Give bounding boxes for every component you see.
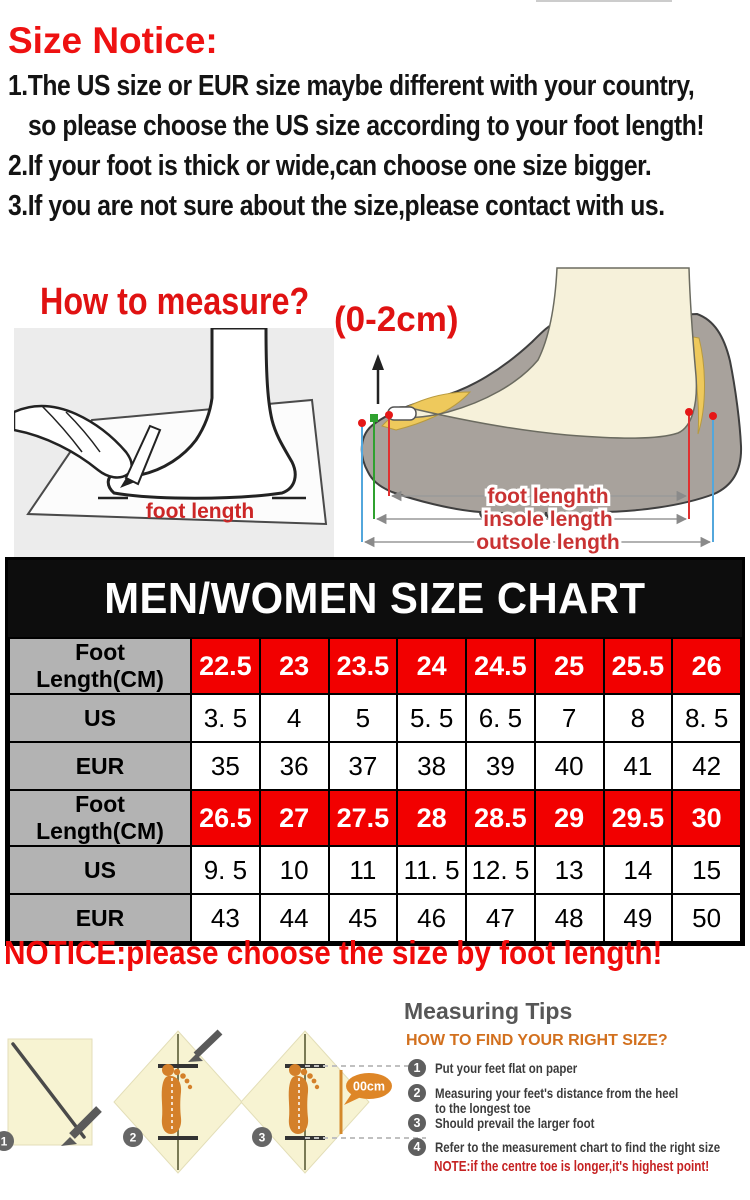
table-cell: 38 bbox=[397, 742, 466, 790]
table-row bbox=[9, 790, 741, 846]
table-cell: 24.5 bbox=[466, 638, 535, 694]
measuring-tips-subtitle: HOW TO FIND YOUR RIGHT SIZE? bbox=[406, 1032, 668, 1049]
foot-length-label: foot length bbox=[145, 500, 255, 523]
table-cell: 6. 5 bbox=[466, 694, 535, 742]
tips-note: NOTE:if the centre toe is longer,it's highest point! bbox=[434, 1158, 710, 1175]
row-header: Foot Length(CM) bbox=[9, 638, 191, 694]
size-notice-line-1: 1.The US size or EUR size maybe different with your country, bbox=[8, 70, 695, 102]
table-cell: 30 bbox=[672, 790, 741, 846]
table-cell: 14 bbox=[604, 846, 673, 894]
foot-tracing-illustration bbox=[14, 328, 334, 558]
table-cell: 27 bbox=[260, 790, 329, 846]
table-cell: 44 bbox=[260, 894, 329, 942]
pencil-icon bbox=[196, 1032, 220, 1055]
table-cell: 5. 5 bbox=[397, 694, 466, 742]
table-cell: 12. 5 bbox=[466, 846, 535, 894]
size-notice-line-4: 3.If you are not sure about the size,please contact with us. bbox=[8, 190, 665, 222]
row-header: EUR bbox=[9, 742, 191, 790]
paper-diagram-3 bbox=[241, 1031, 426, 1173]
table-cell: 13 bbox=[535, 846, 604, 894]
table-cell: 48 bbox=[535, 894, 604, 942]
table-cell: 26 bbox=[672, 638, 741, 694]
size-notice-text bbox=[8, 66, 750, 226]
measuring-diagrams bbox=[0, 1025, 430, 1195]
size-chart-title: MEN/WOMEN SIZE CHART bbox=[8, 560, 742, 637]
table-cell: 27.5 bbox=[329, 790, 398, 846]
step-number-badge: 3 bbox=[408, 1114, 426, 1132]
table-cell: 28 bbox=[397, 790, 466, 846]
table-cell: 29 bbox=[535, 790, 604, 846]
table-cell: 22.5 bbox=[191, 638, 260, 694]
table-cell: 24 bbox=[397, 638, 466, 694]
row-header: EUR bbox=[9, 894, 191, 942]
table-cell: 4 bbox=[260, 694, 329, 742]
table-cell: 43 bbox=[191, 894, 260, 942]
tolerance-label: (0-2cm) bbox=[334, 300, 459, 339]
table-cell: 23 bbox=[260, 638, 329, 694]
table-cell: 36 bbox=[260, 742, 329, 790]
table-cell: 41 bbox=[604, 742, 673, 790]
table-cell: 23.5 bbox=[329, 638, 398, 694]
table-row bbox=[9, 742, 741, 790]
measuring-tips-title: Measuring Tips bbox=[404, 998, 573, 1024]
foot-length-measure-label: foot lenghth bbox=[487, 485, 609, 508]
table-cell: 25 bbox=[535, 638, 604, 694]
outsole-point-right bbox=[709, 412, 717, 420]
table-row bbox=[9, 846, 741, 894]
size-chart-table bbox=[8, 637, 742, 943]
table-cell: 26.5 bbox=[191, 790, 260, 846]
bubble-label: 00cm bbox=[353, 1079, 385, 1094]
table-cell: 49 bbox=[604, 894, 673, 942]
step-number-badge: 4 bbox=[408, 1138, 426, 1156]
table-cell: 3. 5 bbox=[191, 694, 260, 742]
step-number-badge: 1 bbox=[408, 1059, 426, 1077]
table-cell: 15 bbox=[672, 846, 741, 894]
table-cell: 9. 5 bbox=[191, 846, 260, 894]
tip-step-2 bbox=[408, 1084, 732, 1116]
tip-step-3 bbox=[408, 1114, 629, 1132]
step-text: Put your feet flat on paper bbox=[435, 1060, 578, 1076]
table-cell: 35 bbox=[191, 742, 260, 790]
table-cell: 39 bbox=[466, 742, 535, 790]
table-cell: 25.5 bbox=[604, 638, 673, 694]
row-header: US bbox=[9, 694, 191, 742]
outsole-length-measure-label: outsole length bbox=[476, 531, 620, 554]
size-notice-line-2: so please choose the US size according to your foot length! bbox=[28, 110, 705, 142]
table-cell: 37 bbox=[329, 742, 398, 790]
tip-step-1 bbox=[408, 1059, 608, 1077]
table-row bbox=[9, 638, 741, 694]
table-cell: 40 bbox=[535, 742, 604, 790]
tip-step-4 bbox=[408, 1138, 750, 1156]
paper-diagram-1 bbox=[0, 1039, 99, 1151]
table-cell: 8. 5 bbox=[672, 694, 741, 742]
foot-point-left bbox=[385, 411, 393, 419]
toe-up-arrowhead bbox=[372, 354, 384, 370]
table-cell: 28.5 bbox=[466, 790, 535, 846]
row-header: US bbox=[9, 846, 191, 894]
table-cell: 8 bbox=[604, 694, 673, 742]
table-cell: 45 bbox=[329, 894, 398, 942]
table-cell: 42 bbox=[672, 742, 741, 790]
step-number-badge: 2 bbox=[408, 1084, 426, 1102]
top-edge-artifact-line bbox=[536, 0, 672, 2]
step-text: Measuring your feet's distance from the heel to the longest toe bbox=[435, 1085, 679, 1116]
table-cell: 7 bbox=[535, 694, 604, 742]
table-cell: 46 bbox=[397, 894, 466, 942]
footer-notice: NOTICE:please choose the size by foot length! bbox=[4, 934, 663, 971]
foot-point-right bbox=[685, 408, 693, 416]
diagram-number-3: 3 bbox=[258, 1130, 266, 1145]
size-notice-line-3: 2.If your foot is thick or wide,can choose one size bigger. bbox=[8, 150, 652, 182]
size-notice-title: Size Notice: bbox=[8, 20, 218, 61]
how-to-measure-title: How to measure? bbox=[40, 281, 310, 323]
table-cell: 29.5 bbox=[604, 790, 673, 846]
diagram-number-1: 1 bbox=[0, 1134, 8, 1149]
table-cell: 5 bbox=[329, 694, 398, 742]
table-cell: 11 bbox=[329, 846, 398, 894]
diagram-number-2: 2 bbox=[129, 1130, 137, 1145]
insole-point-marker bbox=[370, 414, 378, 422]
table-row bbox=[9, 694, 741, 742]
insole-length-measure-label: insole length bbox=[483, 508, 613, 531]
step-text: Refer to the measurement chart to find the right size bbox=[435, 1139, 721, 1155]
paper-diagram-2 bbox=[114, 1031, 242, 1173]
table-cell: 47 bbox=[466, 894, 535, 942]
size-chart bbox=[5, 557, 745, 946]
table-cell: 11. 5 bbox=[397, 846, 466, 894]
table-cell: 50 bbox=[672, 894, 741, 942]
table-cell: 10 bbox=[260, 846, 329, 894]
outsole-point-left bbox=[358, 419, 366, 427]
step-text: Should prevail the larger foot bbox=[435, 1115, 595, 1131]
row-header: Foot Length(CM) bbox=[9, 790, 191, 846]
